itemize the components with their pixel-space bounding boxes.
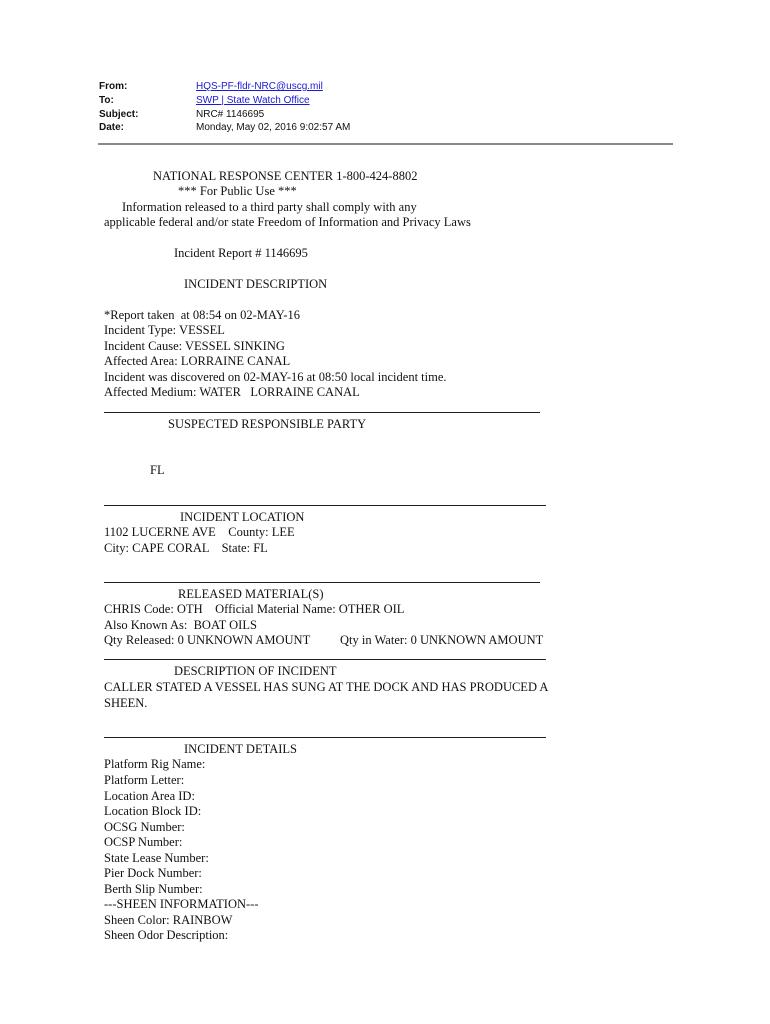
incident-report-number: Incident Report # 1146695 bbox=[174, 246, 308, 260]
section-separator bbox=[104, 582, 540, 583]
ocsp-number: OCSP Number: bbox=[104, 835, 183, 849]
incident-description-heading: INCIDENT DESCRIPTION bbox=[184, 277, 328, 291]
released-materials-heading: RELEASED MATERIAL(S) bbox=[178, 587, 324, 601]
qty-released: Qty Released: 0 UNKNOWN AMOUNT bbox=[104, 633, 311, 647]
to-recipient-link[interactable]: SWP | State Watch Office bbox=[196, 95, 310, 106]
report-taken: *Report taken at 08:54 on 02-MAY-16 bbox=[104, 308, 301, 322]
affected-area: Affected Area: LORRAINE CANAL bbox=[104, 354, 291, 368]
disclaimer-line-2: applicable federal and/or state Freedom of Information and Privacy Laws bbox=[104, 215, 471, 229]
section-separator bbox=[104, 659, 546, 660]
section-separator bbox=[104, 737, 546, 738]
platform-letter: Platform Letter: bbox=[104, 773, 185, 787]
berth-slip-number: Berth Slip Number: bbox=[104, 882, 203, 896]
incident-cause: Incident Cause: VESSEL SINKING bbox=[104, 339, 285, 353]
public-use-notice: *** For Public Use *** bbox=[178, 184, 297, 198]
responsible-party-heading: SUSPECTED RESPONSIBLE PARTY bbox=[168, 417, 367, 431]
to-label: To: bbox=[99, 95, 114, 106]
disclaimer-line-1: Information released to a third party shall comply with any bbox=[122, 200, 417, 214]
pier-dock-number: Pier Dock Number: bbox=[104, 866, 202, 880]
section-separator bbox=[104, 505, 546, 506]
ocsg-number: OCSG Number: bbox=[104, 820, 185, 834]
platform-rig-name: Platform Rig Name: bbox=[104, 757, 206, 771]
sheen-color: Sheen Color: RAINBOW bbox=[104, 913, 233, 927]
incident-location-heading: INCIDENT LOCATION bbox=[180, 510, 305, 524]
affected-medium: Affected Medium: WATER LORRAINE CANAL bbox=[104, 385, 360, 399]
subject-value: NRC# 1146695 bbox=[196, 109, 265, 120]
section-separator bbox=[104, 412, 540, 413]
incident-details-heading: INCIDENT DETAILS bbox=[184, 742, 297, 756]
discovered-time: Incident was discovered on 02-MAY-16 at 08:50 local incident time. bbox=[104, 370, 447, 384]
city-state: City: CAPE CORAL State: FL bbox=[104, 541, 268, 555]
sheen-information-heading: ---SHEEN INFORMATION--- bbox=[104, 897, 259, 911]
header-divider bbox=[98, 143, 673, 145]
address-county: 1102 LUCERNE AVE County: LEE bbox=[104, 525, 295, 539]
chris-code: CHRIS Code: OTH Official Material Name: OTHER OIL bbox=[104, 602, 405, 616]
from-label: From: bbox=[99, 81, 128, 92]
location-area-id: Location Area ID: bbox=[104, 789, 195, 803]
sheen-odor-description: Sheen Odor Description: bbox=[104, 928, 229, 942]
incident-type: Incident Type: VESSEL bbox=[104, 323, 225, 337]
location-block-id: Location Block ID: bbox=[104, 804, 202, 818]
description-heading: DESCRIPTION OF INCIDENT bbox=[174, 664, 337, 678]
date-label: Date: bbox=[99, 122, 125, 133]
responsible-party-state: FL bbox=[150, 463, 165, 477]
qty-in-water: Qty in Water: 0 UNKNOWN AMOUNT bbox=[340, 633, 544, 647]
description-line-1: CALLER STATED A VESSEL HAS SUNG AT THE DOCK AND HAS PRODUCED A bbox=[104, 680, 549, 694]
state-lease-number: State Lease Number: bbox=[104, 851, 209, 865]
date-value: Monday, May 02, 2016 9:02:57 AM bbox=[196, 122, 351, 133]
report-title: NATIONAL RESPONSE CENTER 1-800-424-8802 bbox=[153, 169, 418, 183]
subject-label: Subject: bbox=[99, 109, 139, 120]
also-known-as: Also Known As: BOAT OILS bbox=[104, 618, 257, 632]
from-email-link[interactable]: HQS-PF-fldr-NRC@uscg.mil bbox=[196, 81, 323, 92]
description-line-2: SHEEN. bbox=[104, 696, 148, 710]
